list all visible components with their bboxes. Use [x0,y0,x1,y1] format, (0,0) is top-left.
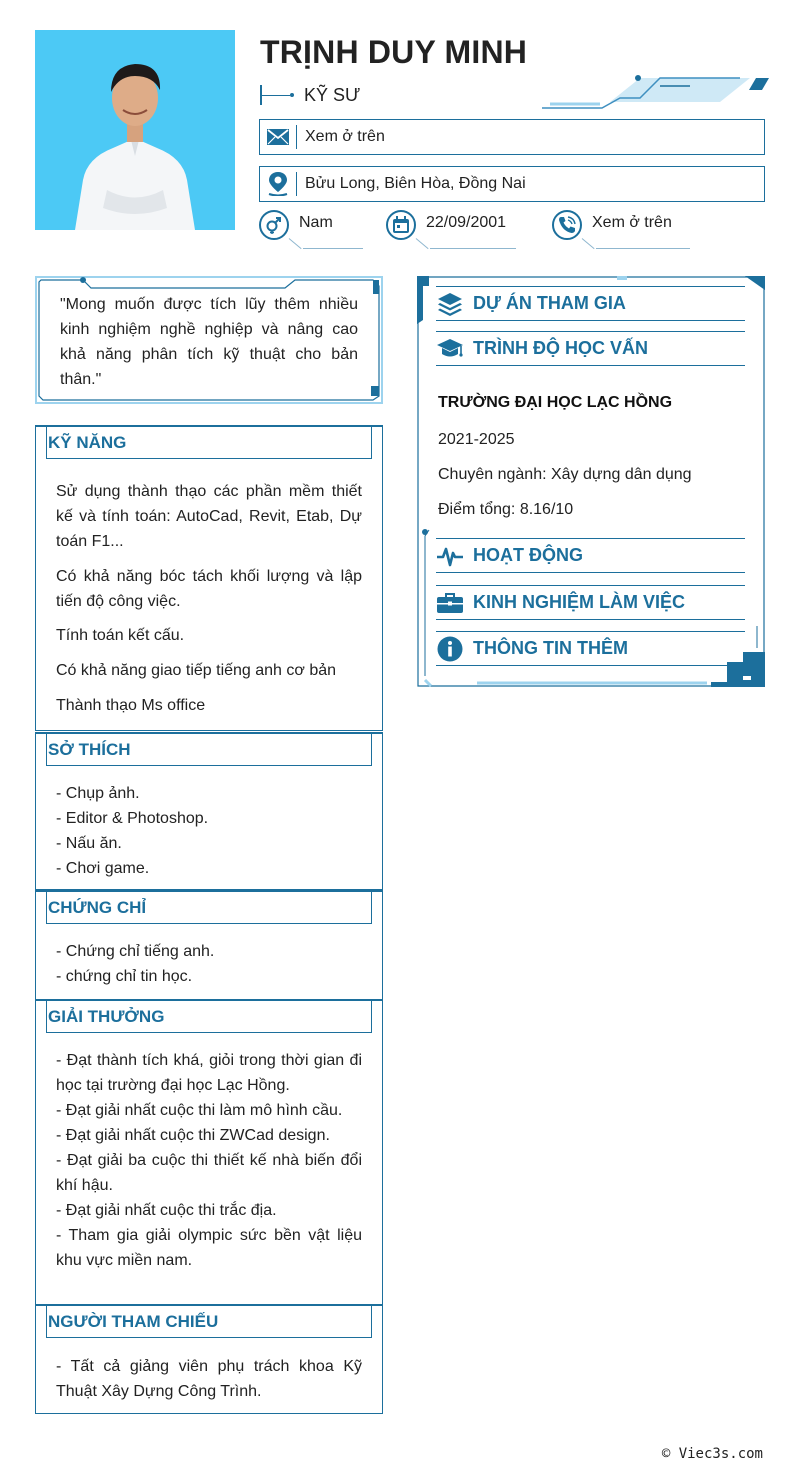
job-title: KỸ SƯ [304,84,361,105]
awards-header [46,1001,372,1033]
hobby-item: - Nấu ăn. [56,835,122,852]
phone-item [552,210,672,240]
projects-title: DỰ ÁN THAM GIA [473,293,626,313]
address-value: Bửu Long, Biên Hòa, Đồng Nai [305,175,526,192]
references-title: NGƯỜI THAM CHIẾU [48,1311,219,1331]
awards-title: GIẢI THƯỞNG [48,1006,165,1026]
phone-value: Xem ở trên [592,214,672,231]
major: Chuyên ngành: Xây dựng dân dụng [438,466,692,483]
certificates-title: CHỨNG CHỈ [48,897,147,917]
graduation-cap-icon [436,335,464,363]
certificate-item: - Chứng chỉ tiếng anh. [56,943,215,960]
certificate-item: - chứng chỉ tin học. [56,968,193,985]
skills-section [35,425,383,731]
gpa: Điểm tổng: 8.16/10 [438,501,574,518]
email-row [259,119,765,155]
skill-item: Tính toán kết cấu. [56,627,185,644]
person-illustration [35,30,235,230]
award-item: - Đạt giải nhất cuộc thi trắc địa. [56,1202,277,1219]
school-name: TRƯỜNG ĐẠI HỌC LẠC HỒNG [438,394,673,411]
footer-credit: © Viec3s.com [661,1446,763,1462]
gender-value: Nam [299,214,333,231]
projects-header [436,286,745,321]
gender-icon [259,210,289,240]
education-title: TRÌNH ĐỘ HỌC VẤN [473,338,648,358]
experience-header [436,585,745,620]
more-info-header [436,631,745,666]
hobbies-title: SỞ THÍCH [48,739,131,759]
address-row [259,166,765,202]
award-item: - Đạt thành tích khá, giỏi trong thời gian đi học tại trường đại học Lạc Hồng. [56,1052,362,1094]
reference-item: - Tất cả giảng viên phụ trách khoa Kỹ Thuật Xây Dựng Công Trình. [56,1358,362,1400]
skills-header [46,427,372,459]
certificates-section [35,890,383,1000]
email-value: Xem ở trên [305,128,385,145]
birthday-value: 22/09/2001 [426,214,507,231]
skills-title: KỸ NĂNG [48,432,127,452]
profile-photo [35,30,235,230]
objective-box [35,276,383,404]
award-item: - Đạt giải ba cuộc thi thiết kế nhà biến đổi khí hậu. [56,1152,362,1194]
education-header [436,331,745,366]
hobbies-header [46,734,372,766]
more-info-title: THÔNG TIN THÊM [473,638,628,658]
location-pin-icon [260,166,296,202]
hobby-item: - Chụp ảnh. [56,785,140,802]
envelope-icon [260,119,296,155]
award-item: - Đạt giải nhất cuộc thi làm mô hình cầu. [56,1102,343,1119]
skill-item: Sử dụng thành thạo các phần mềm thiết kế và tính toán: AutoCad, Revit, Etab, Dự toán F1... [56,483,362,550]
briefcase-icon [436,589,464,617]
info-icon [436,635,464,663]
skill-item: Có khả năng giao tiếp tiếng anh cơ bản [56,662,337,679]
certificates-header [46,892,372,924]
layers-icon [436,290,464,318]
skill-item: Thành thạo Ms office [56,697,206,714]
hobbies-section [35,732,383,890]
objective-text: "Mong muốn được tích lũy thêm nhiều kinh nghiệm nghề nghiệp và nâng cao khả năng phân tích kỹ thuật cho bản thân." [60,296,358,388]
study-years: 2021-2025 [438,431,515,448]
header-decoration [540,72,770,114]
candidate-name: TRỊNH DUY MINH [260,34,528,70]
award-item: - Tham gia giải olympic sức bền vật liệu khu vực miền nam. [56,1227,362,1269]
pulse-icon [436,542,464,570]
references-section [35,1304,383,1414]
award-item: - Đạt giải nhất cuộc thi ZWCad design. [56,1127,330,1144]
gender-item [259,210,333,240]
calendar-icon [386,210,416,240]
activities-header [436,538,745,573]
hobby-item: - Chơi game. [56,860,150,877]
experience-title: KINH NGHIỆM LÀM VIỆC [473,592,686,612]
references-header [46,1306,372,1338]
activities-title: HOẠT ĐỘNG [473,545,583,565]
right-panel [417,276,765,687]
skill-item: Có khả năng bóc tách khối lượng và lập tiến độ công việc. [56,568,362,610]
phone-icon [552,210,582,240]
birthday-item [386,210,506,240]
hobby-item: - Editor & Photoshop. [56,810,209,827]
role-line [260,84,360,106]
awards-section [35,999,383,1305]
